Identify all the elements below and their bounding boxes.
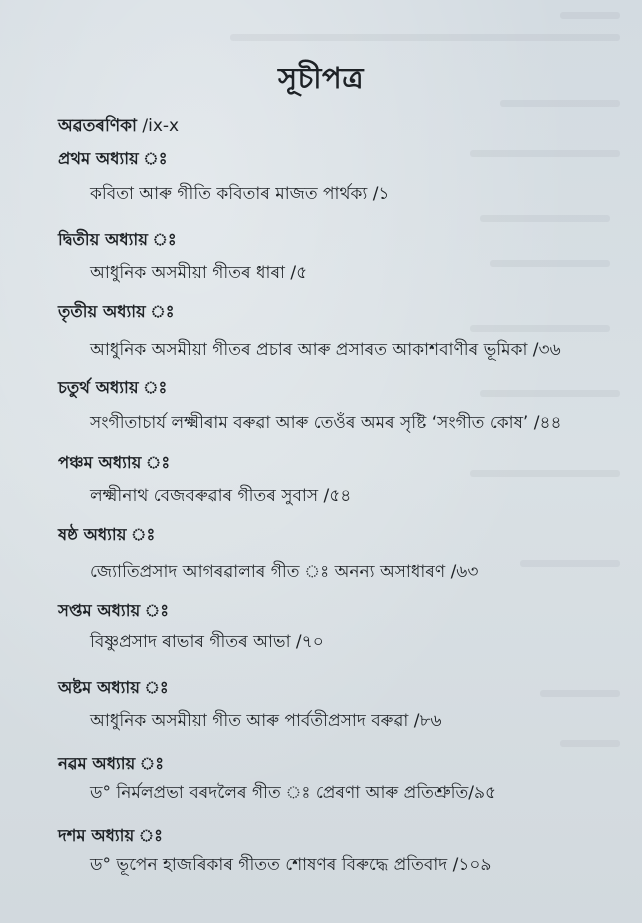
- show-through-mark: [480, 215, 610, 222]
- chapter-heading: ষষ্ঠ অধ্যায় ঃ: [58, 525, 156, 544]
- chapter-heading: তৃতীয় অধ্যায় ঃ: [58, 302, 175, 321]
- chapter-entry: আধুনিক অসমীয়া গীত আৰু পাৰ্বতীপ্ৰসাদ বৰুৱা /৮৬: [90, 711, 442, 731]
- show-through-mark: [230, 34, 620, 41]
- show-through-mark: [470, 470, 620, 477]
- chapter-heading: অষ্টম অধ্যায় ঃ: [58, 678, 169, 697]
- chapter-heading: নৱম অধ্যায় ঃ: [58, 754, 165, 773]
- intro-pages: /ix-x: [136, 116, 180, 136]
- intro-label: অৱতৰণিকা: [58, 116, 137, 136]
- show-through-mark: [490, 260, 610, 267]
- show-through-mark: [470, 325, 610, 332]
- show-through-mark: [470, 150, 620, 157]
- chapter-entry: জ্যোতিপ্ৰসাদ আগৰৱালাৰ গীত ঃ অনন্য অসাধাৰণ /৬৩: [90, 562, 479, 582]
- chapter-heading: দশম অধ্যায় ঃ: [58, 826, 163, 845]
- show-through-mark: [480, 390, 620, 397]
- show-through-mark: [520, 560, 620, 567]
- show-through-mark: [560, 12, 620, 19]
- show-through-mark: [540, 690, 620, 697]
- chapter-heading: পঞ্চম অধ্যায় ঃ: [58, 453, 171, 472]
- chapter-entry: সংগীতাচাৰ্য লক্ষ্মীৰাম বৰুৱা আৰু তেওঁৰ অমৰ সৃষ্টি ‘সংগীত কোষ’ /৪৪: [90, 413, 562, 433]
- chapter-entry: আধুনিক অসমীয়া গীতৰ প্ৰচাৰ আৰু প্ৰসাৰত আকাশবাণীৰ ভূমিকা /৩৬: [90, 340, 561, 360]
- chapter-heading: চতুৰ্থ অধ্যায় ঃ: [58, 378, 168, 397]
- chapter-entry: ড° নিৰ্মলপ্ৰভা বৰদলৈৰ গীত ঃ প্ৰেৰণা আৰু প্ৰতিশ্ৰুতি/৯৫: [90, 783, 497, 803]
- show-through-mark: [500, 100, 620, 107]
- chapter-entry: ড° ভূপেন হাজৰিকাৰ গীতত শোষণৰ বিৰুদ্ধে প্ৰতিবাদ /১০৯: [90, 855, 492, 875]
- intro-entry: [58, 114, 179, 138]
- chapter-heading: প্ৰথম অধ্যায় ঃ: [58, 149, 168, 168]
- chapter-entry: বিষ্ণুপ্ৰসাদ ৰাভাৰ গীতৰ আভা /৭০: [90, 632, 324, 652]
- chapter-entry: লক্ষ্মীনাথ বেজবৰুৱাৰ গীতৰ সুবাস /৫৪: [90, 486, 352, 506]
- chapter-entry: কবিতা আৰু গীতি কবিতাৰ মাজত পাৰ্থক্য /১: [90, 184, 390, 204]
- chapter-heading: সপ্তম অধ্যায় ঃ: [58, 601, 170, 620]
- page-title: সূচীপত্ৰ: [277, 61, 365, 95]
- show-through-mark: [560, 740, 620, 747]
- chapter-heading: দ্বিতীয় অধ্যায় ঃ: [58, 230, 177, 249]
- chapter-entry: আধুনিক অসমীয়া গীতৰ ধাৰা /৫: [90, 263, 308, 283]
